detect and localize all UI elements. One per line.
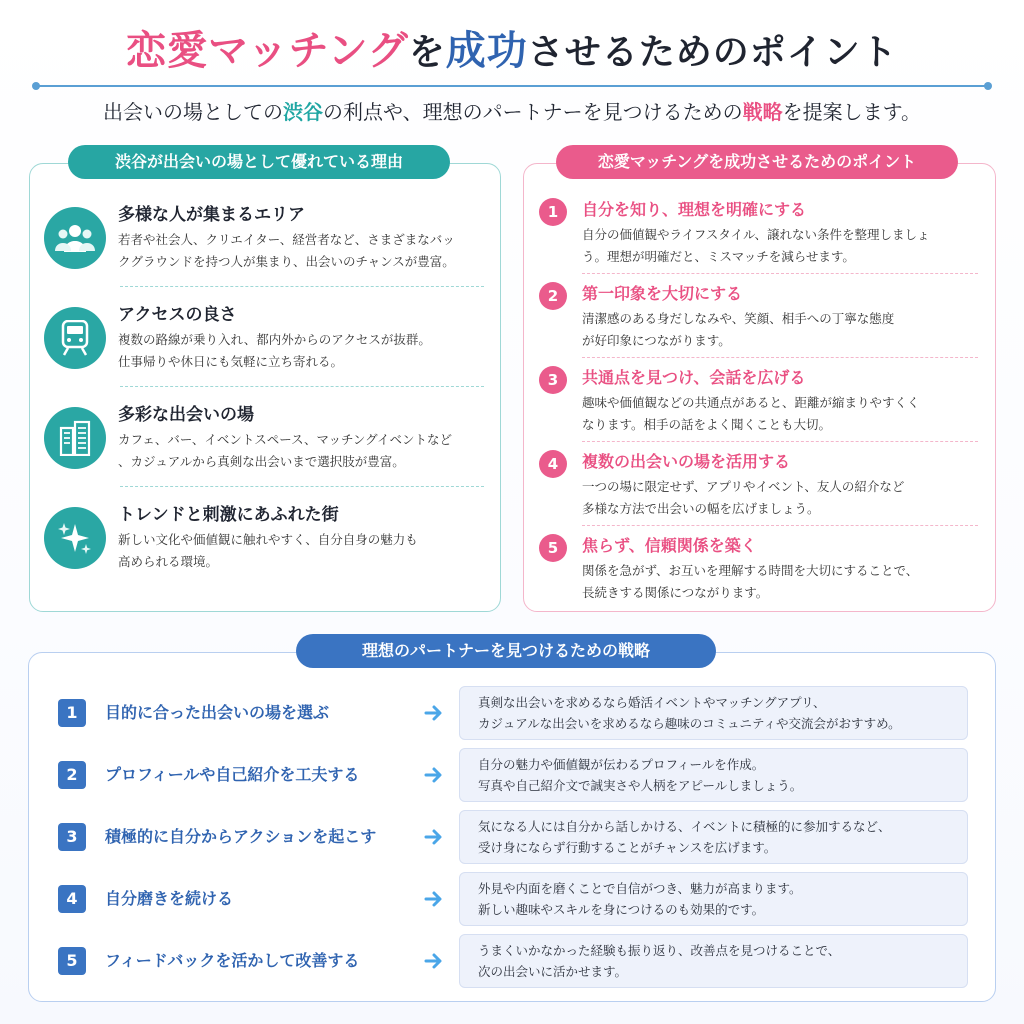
reason-description-line: 仕事帰りや休日にも気軽に立ち寄れる。: [118, 354, 344, 369]
divider: [120, 386, 484, 387]
point-number-badge: 3: [539, 366, 567, 394]
subtitle-part-4: 戦略: [742, 100, 783, 124]
strategy-heading: 理想のパートナーを見つけるための戦略: [296, 634, 716, 668]
strategy-label: 積極的に自分からアクションを起こす: [105, 827, 377, 846]
page-title: [0, 22, 1024, 80]
strategy-description: [459, 748, 968, 802]
point-number-badge: 4: [539, 450, 567, 478]
point-description-line: 長続きする関係につながります。: [582, 585, 769, 600]
divider: [582, 273, 978, 274]
point-title: 共通点を見つけ、会話を広げる: [582, 368, 806, 387]
point-number-badge: 2: [539, 282, 567, 310]
strategy-number-badge: 1: [58, 699, 86, 727]
reason-description-line: カフェ、バー、イベントスペース、マッチングイベントなど: [118, 432, 453, 447]
subtitle-part-1: 出会いの場としての: [102, 100, 283, 124]
point-title: 複数の出会いの場を活用する: [582, 452, 791, 471]
point-description-line: 関係を急がず、お互いを理解する時間を大切にすることで、: [582, 563, 919, 578]
point-description: [582, 476, 982, 520]
buildings-icon: [44, 407, 106, 469]
point-title: 第一印象を大切にする: [582, 284, 743, 303]
title-part-1: 恋愛マッチング: [126, 28, 409, 74]
reason-description-line: 複数の路線が乗り入れ、都内外からのアクセスが抜群。: [118, 332, 431, 347]
reason-description-line: 、カジュアルから真剣な出会いまで選択肢が豊富。: [118, 454, 405, 469]
strategy-row: [58, 810, 968, 864]
success-points-heading: 恋愛マッチングを成功させるためのポイント: [556, 145, 958, 179]
title-divider: [36, 85, 988, 87]
strategy-number-badge: 2: [58, 761, 86, 789]
train-icon: [44, 307, 106, 369]
arrow-right-icon: [424, 764, 446, 786]
divider: [582, 357, 978, 358]
strategy-description: [459, 934, 968, 988]
point-number-badge: 5: [539, 534, 567, 562]
point-description-line: なります。相手の話をよく聞くことも大切。: [582, 417, 832, 432]
reason-title: 多様な人が集まるエリア: [118, 205, 305, 225]
strategy-description-line: カジュアルな出会いを求めるなら趣味のコミュニティや交流会がおすすめ。: [478, 716, 901, 731]
arrow-right-icon: [424, 702, 446, 724]
title-part-3: 成功: [445, 28, 528, 74]
page-subtitle: [0, 96, 1024, 128]
people-icon: [44, 207, 106, 269]
reason-title: トレンドと刺激にあふれた街: [118, 505, 339, 525]
strategy-label: フィードバックを活かして改善する: [105, 951, 360, 970]
strategy-description: [459, 810, 968, 864]
divider: [582, 525, 978, 526]
reason-description-line: 若者や社会人、クリエイター、経営者など、さまざまなバッ: [118, 232, 455, 247]
strategy-description-line: 自分の魅力や価値観が伝わるプロフィールを作成。: [478, 757, 765, 772]
divider: [120, 286, 484, 287]
title-part-4: させるためのポイント: [527, 32, 898, 73]
point-description-line: 多様な方法で出会いの幅を広げましょう。: [582, 501, 820, 516]
strategy-description-line: 次の出会いに活かせます。: [478, 964, 628, 979]
subtitle-part-5: を提案します。: [782, 100, 921, 124]
strategy-label: 目的に合った出会いの場を選ぶ: [105, 703, 330, 722]
strategy-description-line: 真剣な出会いを求めるなら婚活イベントやマッチングアプリ、: [478, 695, 826, 710]
strategy-description-line: 新しい趣味やスキルを身につけるのも効果的です。: [478, 902, 765, 917]
point-description: [582, 224, 982, 268]
strategy-description-line: 写真や自己紹介文で誠実さや人柄をアピールしましょう。: [478, 778, 803, 793]
arrow-right-icon: [424, 950, 446, 972]
strategy-label: 自分磨きを続ける: [105, 889, 234, 908]
strategy-description-line: 気になる人には自分から話しかける、イベントに積極的に参加するなど、: [478, 819, 891, 834]
point-title: 自分を知り、理想を明確にする: [582, 200, 807, 219]
reason-description: [118, 429, 488, 473]
strategy-description: [459, 686, 968, 740]
point-description-line: 一つの場に限定せず、アプリやイベント、友人の紹介など: [582, 479, 905, 494]
strategy-row: [58, 748, 968, 802]
title-part-2: を: [408, 32, 446, 73]
reason-title: 多彩な出会いの場: [118, 405, 254, 425]
reason-description-line: クグラウンドを持つ人が集まり、出会いのチャンスが豊富。: [118, 254, 455, 269]
strategy-description: [459, 872, 968, 926]
reason-description-line: 新しい文化や価値観に触れやすく、自分自身の魅力も: [118, 532, 418, 547]
reason-title: アクセスの良さ: [118, 305, 237, 325]
strategy-number-badge: 5: [58, 947, 86, 975]
point-description-line: 趣味や価値観などの共通点があると、距離が縮まりやすくく: [582, 395, 920, 410]
strategy-description-line: 受け身にならず行動することがチャンスを広げます。: [478, 840, 777, 855]
point-description-line: 自分の価値観やライフスタイル、譲れない条件を整理しましょ: [582, 227, 930, 242]
strategy-row: [58, 872, 968, 926]
reason-description: [118, 229, 488, 273]
point-description-line: う。理想が明確だと、ミスマッチを減らせます。: [582, 249, 855, 264]
arrow-right-icon: [424, 826, 446, 848]
subtitle-part-3: の利点や、理想のパートナーを見つけるための: [322, 100, 743, 124]
point-title: 焦らず、信頼関係を築く: [582, 536, 757, 555]
point-description-line: が好印象につながります。: [582, 333, 731, 348]
reason-description-line: 高められる環境。: [118, 554, 219, 569]
divider: [120, 486, 484, 487]
arrow-right-icon: [424, 888, 446, 910]
shibuya-reasons-heading: 渋谷が出会いの場として優れている理由: [68, 145, 450, 179]
point-description: [582, 560, 982, 604]
strategy-row: [58, 934, 968, 988]
strategy-label: プロフィールや自己紹介を工夫する: [105, 765, 360, 784]
strategy-description-line: 外見や内面を磨くことで自信がつき、魅力が高まります。: [478, 881, 802, 896]
reason-description: [118, 329, 488, 373]
subtitle-part-2: 渋谷: [282, 100, 323, 124]
sparkle-icon: [44, 507, 106, 569]
strategy-row: [58, 686, 968, 740]
strategy-number-badge: 4: [58, 885, 86, 913]
strategy-description-line: うまくいかなかった経験も振り返り、改善点を見つけることで、: [478, 943, 841, 958]
point-description-line: 清潔感のある身だしなみや、笑顔、相手への丁寧な態度: [582, 311, 895, 326]
divider: [582, 441, 978, 442]
strategy-number-badge: 3: [58, 823, 86, 851]
point-number-badge: 1: [539, 198, 567, 226]
reason-description: [118, 529, 488, 573]
point-description: [582, 308, 982, 352]
point-description: [582, 392, 982, 436]
